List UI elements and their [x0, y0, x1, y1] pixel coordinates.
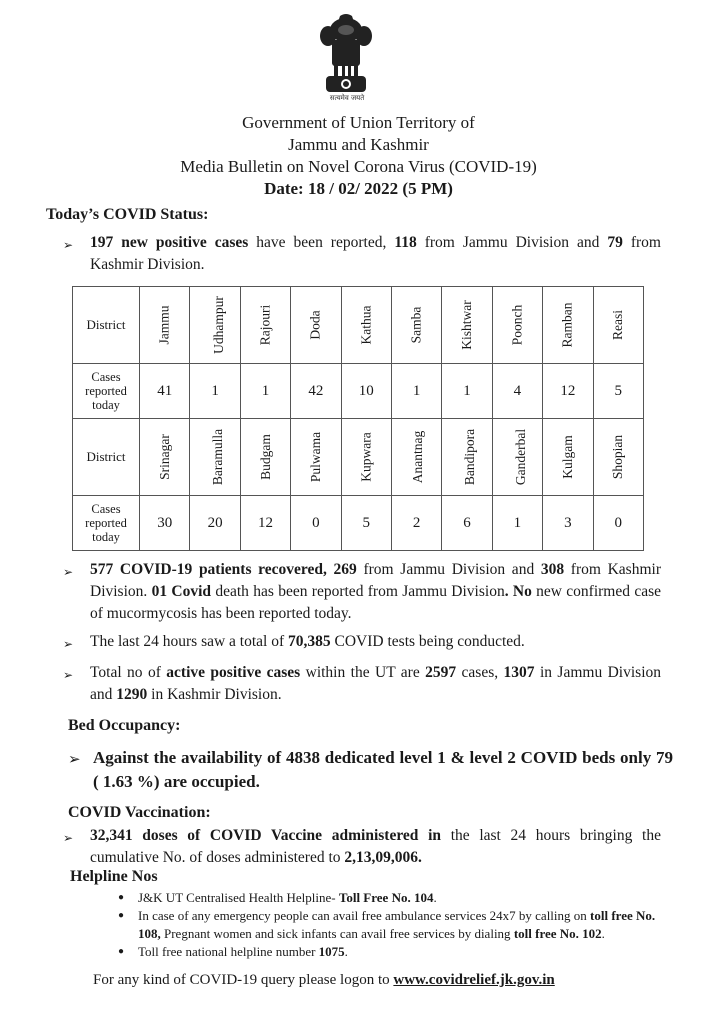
cases-cell: 1	[442, 364, 492, 419]
cases-cell: 30	[140, 496, 190, 551]
district-name-cell: Udhampur	[190, 287, 240, 364]
bullet-icon: ●	[118, 910, 125, 921]
cases-cell: 42	[291, 364, 341, 419]
kashmir-cases-row	[73, 496, 644, 551]
cases-cell: 2	[391, 496, 441, 551]
emblem-motto: सत्यमेव जयते	[329, 94, 365, 102]
cases-cell: 0	[593, 496, 643, 551]
district-name-cell: Jammu	[140, 287, 190, 364]
district-name-cell: Samba	[391, 287, 441, 364]
district-name-cell: Budgam	[240, 419, 290, 496]
district-name-cell: Ganderbal	[492, 419, 542, 496]
cases-cell: 1	[391, 364, 441, 419]
helpline-item: ● Toll free national helpline number 1075.	[118, 944, 348, 959]
national-emblem-icon	[318, 12, 374, 104]
district-name-cell: Kathua	[341, 287, 391, 364]
district-name-cell: Rajouri	[240, 287, 290, 364]
district-name-cell: Shopian	[593, 419, 643, 496]
cases-cell: 5	[593, 364, 643, 419]
vaccination-paragraph: 32,341 doses of COVID Vaccine administered in the last 24 hours bringing the cumulative No. of doses administered to 2,13,09,006.	[90, 827, 661, 866]
cases-cell: 12	[543, 364, 593, 419]
header-territory: Jammu and Kashmir	[288, 135, 429, 154]
district-name-cell: Reasi	[593, 287, 643, 364]
bed-occupancy-paragraph: Against the availability of 4838 dedicated level 1 & level 2 COVID beds only 79 ( 1.63 %) are occupied.	[93, 748, 673, 791]
arrow-bullet-icon: ➢	[68, 750, 81, 768]
cases-cell: 10	[341, 364, 391, 419]
arrow-bullet-icon: ➢	[63, 831, 74, 845]
district-name-cell: Baramulla	[190, 419, 240, 496]
header-government: Government of Union Territory of	[242, 113, 475, 132]
arrow-bullet-icon: ➢	[63, 565, 74, 579]
vaccination-heading: COVID Vaccination:	[68, 804, 211, 821]
cases-cell: 1	[240, 364, 290, 419]
helpline-list	[118, 889, 678, 961]
bullet-icon: ●	[118, 946, 125, 957]
district-name-cell: Poonch	[492, 287, 542, 364]
recovered-paragraph: 577 COVID-19 patients recovered, 269 from Jammu Division and 308 from Kashmir Division. 01 Covid death has been reported from Jammu Division. No new confirmed case of mucormycosis has been reported today.	[90, 561, 661, 622]
covid-status-heading: Today’s COVID Status:	[46, 206, 209, 223]
cases-cell: 3	[543, 496, 593, 551]
cases-cell: 41	[140, 364, 190, 419]
district-name-cell: Kupwara	[341, 419, 391, 496]
cases-cell: 1	[190, 364, 240, 419]
district-label: District	[73, 419, 140, 496]
jammu-district-row	[73, 287, 644, 364]
district-name-cell: Doda	[291, 287, 341, 364]
bulletin-header	[0, 112, 717, 200]
cases-cell: 5	[341, 496, 391, 551]
cases-cell: 20	[190, 496, 240, 551]
helpline-item: ● J&K UT Centralised Health Helpline- Toll Free No. 104.	[118, 890, 437, 905]
district-name-cell: Ramban	[543, 287, 593, 364]
header-bulletin-title: Media Bulletin on Novel Corona Virus (COVID-19)	[180, 157, 537, 176]
covid-relief-link[interactable]: www.covidrelief.jk.gov.in	[393, 972, 555, 988]
kashmir-district-row	[73, 419, 644, 496]
bullet-icon: ●	[118, 892, 125, 903]
new-cases-paragraph: 197 new positive cases have been reported, 118 from Jammu Division and 79 from Kashmir Division.	[90, 234, 661, 273]
header-date: Date: 18 / 02/ 2022 (5 PM)	[264, 179, 453, 198]
footer-query-note: For any kind of COVID-19 query please logon to www.covidrelief.jk.gov.in	[93, 972, 555, 988]
cases-cell: 1	[492, 496, 542, 551]
arrow-bullet-icon: ➢	[63, 637, 74, 651]
district-cases-table	[72, 286, 644, 551]
tests-paragraph: The last 24 hours saw a total of 70,385 COVID tests being conducted.	[90, 633, 525, 650]
district-name-cell: Anantnag	[391, 419, 441, 496]
district-name-cell: Kishtwar	[442, 287, 492, 364]
cases-cell: 12	[240, 496, 290, 551]
district-label: District	[73, 287, 140, 364]
arrow-bullet-icon: ➢	[63, 668, 74, 682]
district-name-cell: Bandipora	[442, 419, 492, 496]
helpline-item: ● In case of any emergency people can avail free ambulance services 24x7 by calling on toll free No. 108, Pregnant women and sick infants can avail free services by dialing toll free No. 102.	[118, 908, 656, 941]
bed-occupancy-heading: Bed Occupancy:	[68, 717, 181, 734]
cases-cell: 0	[291, 496, 341, 551]
jammu-cases-row	[73, 364, 644, 419]
cases-cell: 4	[492, 364, 542, 419]
helpline-heading: Helpline Nos	[70, 868, 158, 885]
district-name-cell: Srinagar	[140, 419, 190, 496]
district-name-cell: Kulgam	[543, 419, 593, 496]
active-cases-paragraph: Total no of active positive cases within the UT are 2597 cases, 1307 in Jammu Division and 1290 in Kashmir Division.	[90, 664, 662, 703]
arrow-bullet-icon: ➢	[63, 238, 74, 252]
cases-cell: 6	[442, 496, 492, 551]
cases-label: Cases reported today	[73, 364, 140, 419]
district-name-cell: Pulwama	[291, 419, 341, 496]
cases-label: Cases reported today	[73, 496, 140, 551]
